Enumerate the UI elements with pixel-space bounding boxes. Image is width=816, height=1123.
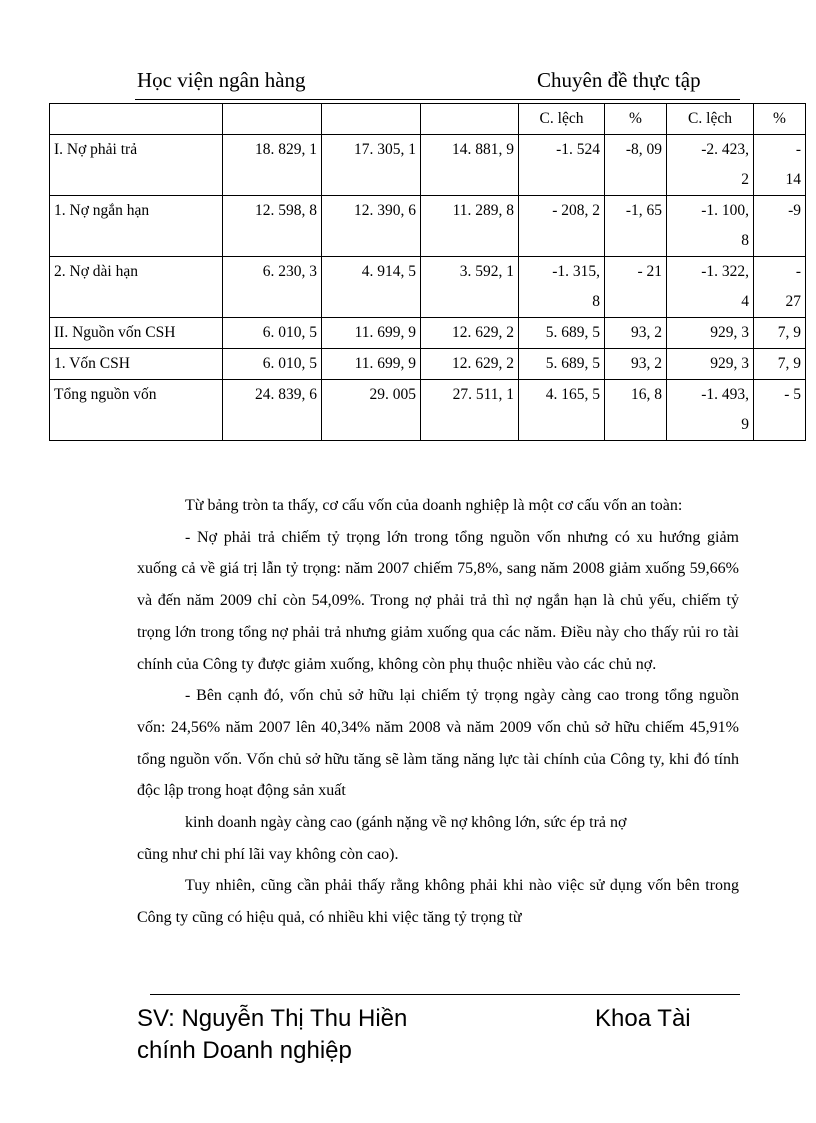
cell-line: - [795,141,801,158]
table-cell [223,349,322,380]
cell-line: -1. 100, [701,202,749,219]
table-row [50,135,806,196]
table-cell [223,135,322,196]
cell-line: 4. 165, 5 [545,386,600,403]
table-header-cell [50,104,223,135]
header-institution: Học viện ngân hàng [137,68,306,92]
table-cell [754,257,806,318]
table-header-cell [223,104,322,135]
table-cell [605,196,667,257]
cell-line: 93, 2 [631,324,662,341]
cell-line: 27. 511, 1 [452,386,514,403]
table-header-row [50,104,806,135]
cell-line: 11. 699, 9 [354,324,416,341]
table-cell [605,257,667,318]
table-cell [322,257,421,318]
cell-line: 3. 592, 1 [459,263,514,280]
table-cell [754,318,806,349]
table-cell [223,318,322,349]
table-cell [605,135,667,196]
header-title: Chuyên đề thực tập [537,68,701,92]
table-cell [322,380,421,441]
cell-line: 6. 010, 5 [262,355,317,372]
cell-line: -2. 423, [701,141,749,158]
cell-line: 12. 629, 2 [452,324,514,341]
row-label: Tổng nguồn vốn [50,380,223,441]
cell-line: 24. 839, 6 [255,386,317,403]
body-text [137,490,739,934]
cell-line: 6. 010, 5 [262,324,317,341]
cell-line: - 5 [784,386,801,403]
table-cell [421,257,519,318]
table-cell [519,196,605,257]
cell-line: -8, 09 [625,141,662,158]
table-row [50,380,806,441]
cell-line: 2 [741,171,749,188]
cell-line: 5. 689, 5 [545,324,600,341]
paragraph-liabilities: - Nợ phải trả chiếm tỷ trọng lớn trong tổng nguồn vốn nhưng có xu hướng giảm xuống cả về giá trị lẫn tỷ trọng: năm 2007 chiếm 75,8%, sang năm 2008 giảm xuống 59,66% và đến năm 2009 chỉ còn 54,09%. Trong nợ phải trả thì nợ ngắn hạn là chủ yếu, chiếm tỷ trọng lớn trong tổng nợ phải trả nhưng giảm xuống qua các năm. Điều này cho thấy rủi ro tài chính của Công ty được giảm xuống, không còn phụ thuộc nhiều vào các chủ nợ. [137,528,739,673]
table-cell [223,380,322,441]
table-cell [754,380,806,441]
cell-line: 7, 9 [777,324,801,341]
table-cell [223,257,322,318]
cell-line: 27 [785,293,801,310]
table-cell [519,135,605,196]
row-label: 1. Nợ ngắn hạn [50,196,223,257]
table-cell [519,257,605,318]
cell-line: 7, 9 [777,355,801,372]
cell-line: 4 [741,293,749,310]
cell-line: 11. 289, 8 [452,202,514,219]
footer-divider [150,994,740,995]
table-cell [754,349,806,380]
cell-line: - 21 [637,263,662,280]
table-row [50,257,806,318]
table-cell [667,349,754,380]
table-row [50,196,806,257]
cell-line: 12. 629, 2 [452,355,514,372]
cell-line: 11. 699, 9 [354,355,416,372]
row-label: I. Nợ phải trả [50,135,223,196]
row-label: 2. Nợ dài hạn [50,257,223,318]
footer-department: Khoa Tài [595,1005,691,1032]
cell-line: 14 [785,171,801,188]
footer-student-name: SV: Nguyễn Thị Thu Hiền [137,1005,408,1032]
cell-line: 9 [741,416,749,433]
table-cell [667,257,754,318]
table-cell [667,196,754,257]
row-label: 1. Vốn CSH [50,349,223,380]
table-cell [322,196,421,257]
cell-line: -1. 322, [701,263,749,280]
table-header-cell [421,104,519,135]
cell-line: -1. 493, [701,386,749,403]
table-header-cell: C. lệch [667,104,754,135]
table-header-cell [322,104,421,135]
cell-line: 18. 829, 1 [255,141,317,158]
footer-student [137,1003,407,1067]
cell-line: 12. 390, 6 [354,202,416,219]
paragraph-however: Tuy nhiên, cũng cần phải thấy rằng không phải khi nào việc sử dụng vốn bên trong Công ty cũng có hiệu quả, có nhiều khi việc tăng tỷ trọng từ [137,877,739,927]
table-row [50,349,806,380]
table-header-cell: % [605,104,667,135]
header-divider [135,99,740,100]
cell-line: 6. 230, 3 [262,263,317,280]
capital-structure-table [49,103,806,441]
table-cell [322,318,421,349]
cell-line: 17. 305, 1 [354,141,416,158]
cell-line: 8 [592,293,600,310]
table-cell [421,135,519,196]
table-cell [605,349,667,380]
table-cell [667,135,754,196]
cell-line: 8 [741,232,749,249]
row-label: II. Nguồn vốn CSH [50,318,223,349]
table-cell [605,380,667,441]
table-cell [421,380,519,441]
table-cell [223,196,322,257]
cell-line: 14. 881, 9 [452,141,514,158]
cell-line: - 208, 2 [552,202,600,219]
table-cell [519,380,605,441]
table-cell [667,380,754,441]
paragraph-equity-continued: kinh doanh ngày càng cao (gánh nặng về nợ không lớn, sức ép trả nợ [185,814,627,832]
cell-line: 929, 3 [710,324,749,341]
cell-line: 5. 689, 5 [545,355,600,372]
table-cell [322,349,421,380]
cell-line: 93, 2 [631,355,662,372]
footer-department-cont: chính Doanh nghiệp [137,1037,352,1064]
cell-line: -1, 65 [625,202,662,219]
cell-line: 12. 598, 8 [255,202,317,219]
table-cell [519,349,605,380]
paragraph-intro: Từ bảng tròn ta thấy, cơ cấu vốn của doanh nghiệp là một cơ cấu vốn an toàn: [185,497,683,514]
cell-line: 4. 914, 5 [361,263,416,280]
table-cell [605,318,667,349]
cell-line: - [795,263,801,280]
table-cell [667,318,754,349]
cell-line: -1. 524 [556,141,600,158]
cell-line: -9 [788,202,801,219]
paragraph-equity-end: cũng như chi phí lãi vay không còn cao). [137,845,399,863]
table-cell [322,135,421,196]
table-header-cell: C. lệch [519,104,605,135]
paragraph-equity: - Bên cạnh đó, vốn chủ sở hữu lại chiếm tỷ trọng ngày càng cao trong tổng nguồn vốn: 24,56% năm 2007 lên 40,34% năm 2008 và năm 2009 vốn chủ sở hữu chiếm 45,91% tổng nguồn vốn. Vốn chủ sở hữu tăng sẽ làm tăng năng lực tài chính của Công ty, khi đó tính độc lập trong hoạt động sản xuất [137,687,739,800]
table-cell [754,135,806,196]
cell-line: -1. 315, [552,263,600,280]
table-cell [421,349,519,380]
table-cell [754,196,806,257]
table-header-cell: % [754,104,806,135]
table-cell [421,318,519,349]
cell-line: 29. 005 [369,386,416,403]
cell-line: 16, 8 [631,386,662,403]
table-cell [421,196,519,257]
table-row [50,318,806,349]
table-cell [519,318,605,349]
cell-line: 929, 3 [710,355,749,372]
